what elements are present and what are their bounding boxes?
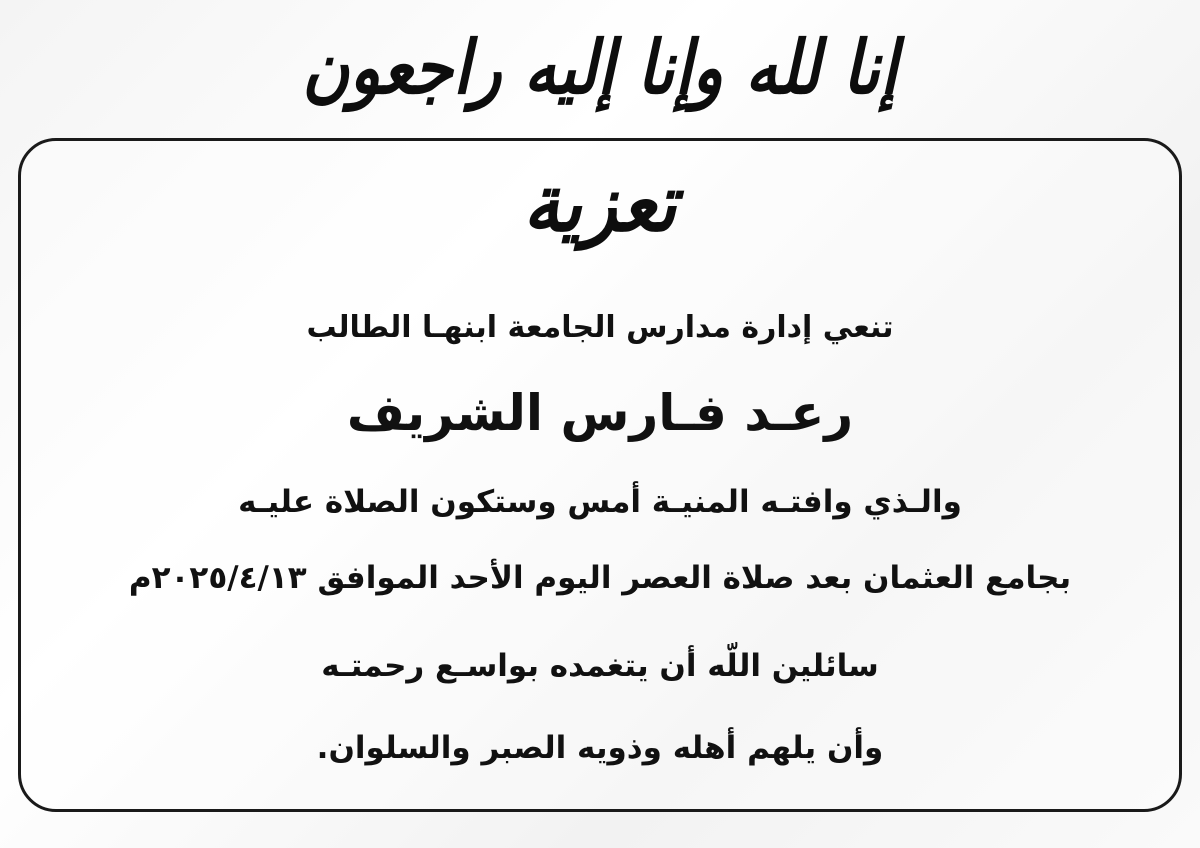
notice-title xyxy=(0,148,1200,258)
header-calligraphy-text: إنا لله وإنا إليه راجعون xyxy=(302,25,898,112)
prayer-line: سائلين اللّه أن يتغمده بواسـع رحمتـه xyxy=(321,648,879,684)
notice-title-text: تعزية xyxy=(523,155,677,250)
announcement-line: تنعي إدارة مدارس الجامعة ابنهـا الطالب xyxy=(306,310,894,345)
deceased-name: رعـد فـارس الشريف xyxy=(346,384,854,442)
header-calligraphy xyxy=(0,14,1200,124)
passing-line: والـذي وافتـه المنيـة أمس وستكون الصلاة عليـه xyxy=(238,484,962,520)
prayer-details-line: بجامع العثمان بعد صلاة العصر اليوم الأحد الموافق ٢٠٢٥/٤/١٣م xyxy=(128,560,1072,596)
closing-line: وأن يلهم أهله وذويه الصبر والسلوان. xyxy=(316,730,884,766)
